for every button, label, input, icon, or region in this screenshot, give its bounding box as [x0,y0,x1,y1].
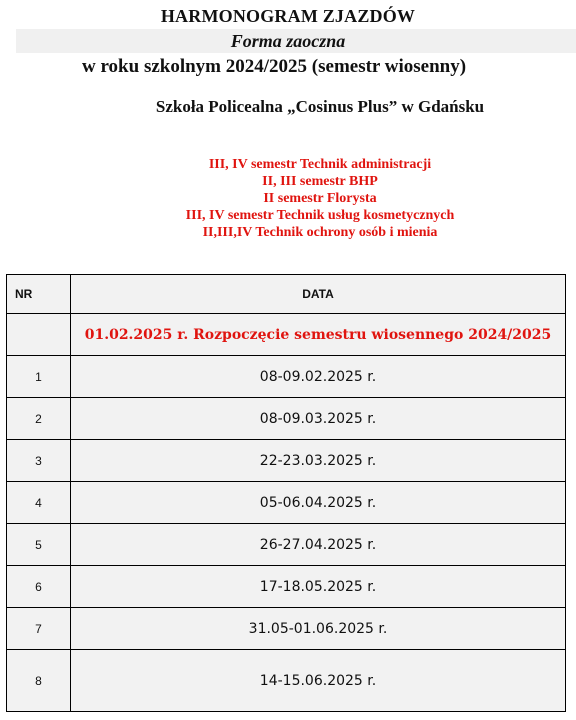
row-number: 1 [7,356,71,398]
group-item: III, IV semestr Technik usług kosmetycznych [185,208,455,223]
group-item: II,III,IV Technik ochrony osób i mienia [202,225,438,240]
semester-start-row [7,314,566,356]
row-date: 26-27.04.2025 r. [71,524,566,566]
table-row [7,524,566,566]
row-date: 31.05-01.06.2025 r. [71,608,566,650]
row-date: 08-09.02.2025 r. [71,356,566,398]
row-date: 14-15.06.2025 r. [71,650,566,712]
row-date: 17-18.05.2025 r. [71,566,566,608]
row-number: 5 [7,524,71,566]
row-number: 2 [7,398,71,440]
row-date: 05-06.04.2025 r. [71,482,566,524]
document-title: HARMONOGRAM ZJAZDÓW [160,6,416,26]
row-number: 8 [7,650,71,712]
column-header-nr: NR [7,275,71,314]
row-date: 08-09.03.2025 r. [71,398,566,440]
table-row [7,356,566,398]
table-row [7,566,566,608]
document-subtitle: Forma zaoczna [230,31,346,51]
groups-list [0,156,576,241]
schedule-table [6,274,566,712]
school-name: Szkoła Policealna „Cosinus Plus” w Gdańsku [155,97,485,116]
table-header-row [7,275,566,314]
empty-cell [7,314,71,356]
school-year-line: w roku szkolnym 2024/2025 (semestr wiosenny) [82,56,467,77]
row-date: 22-23.03.2025 r. [71,440,566,482]
table-row [7,398,566,440]
group-item: III, IV semestr Technik administracji [208,157,432,172]
table-row [7,650,566,712]
row-number: 4 [7,482,71,524]
row-number: 6 [7,566,71,608]
semester-start-text: 01.02.2025 r. Rozpoczęcie semestru wiosennego 2024/2025 [71,314,566,356]
group-item: II semestr Florysta [263,191,377,206]
row-number: 7 [7,608,71,650]
table-row [7,482,566,524]
table-row [7,608,566,650]
column-header-data: DATA [71,275,566,314]
row-number: 3 [7,440,71,482]
table-row [7,440,566,482]
group-item: II, III semestr BHP [262,174,378,189]
